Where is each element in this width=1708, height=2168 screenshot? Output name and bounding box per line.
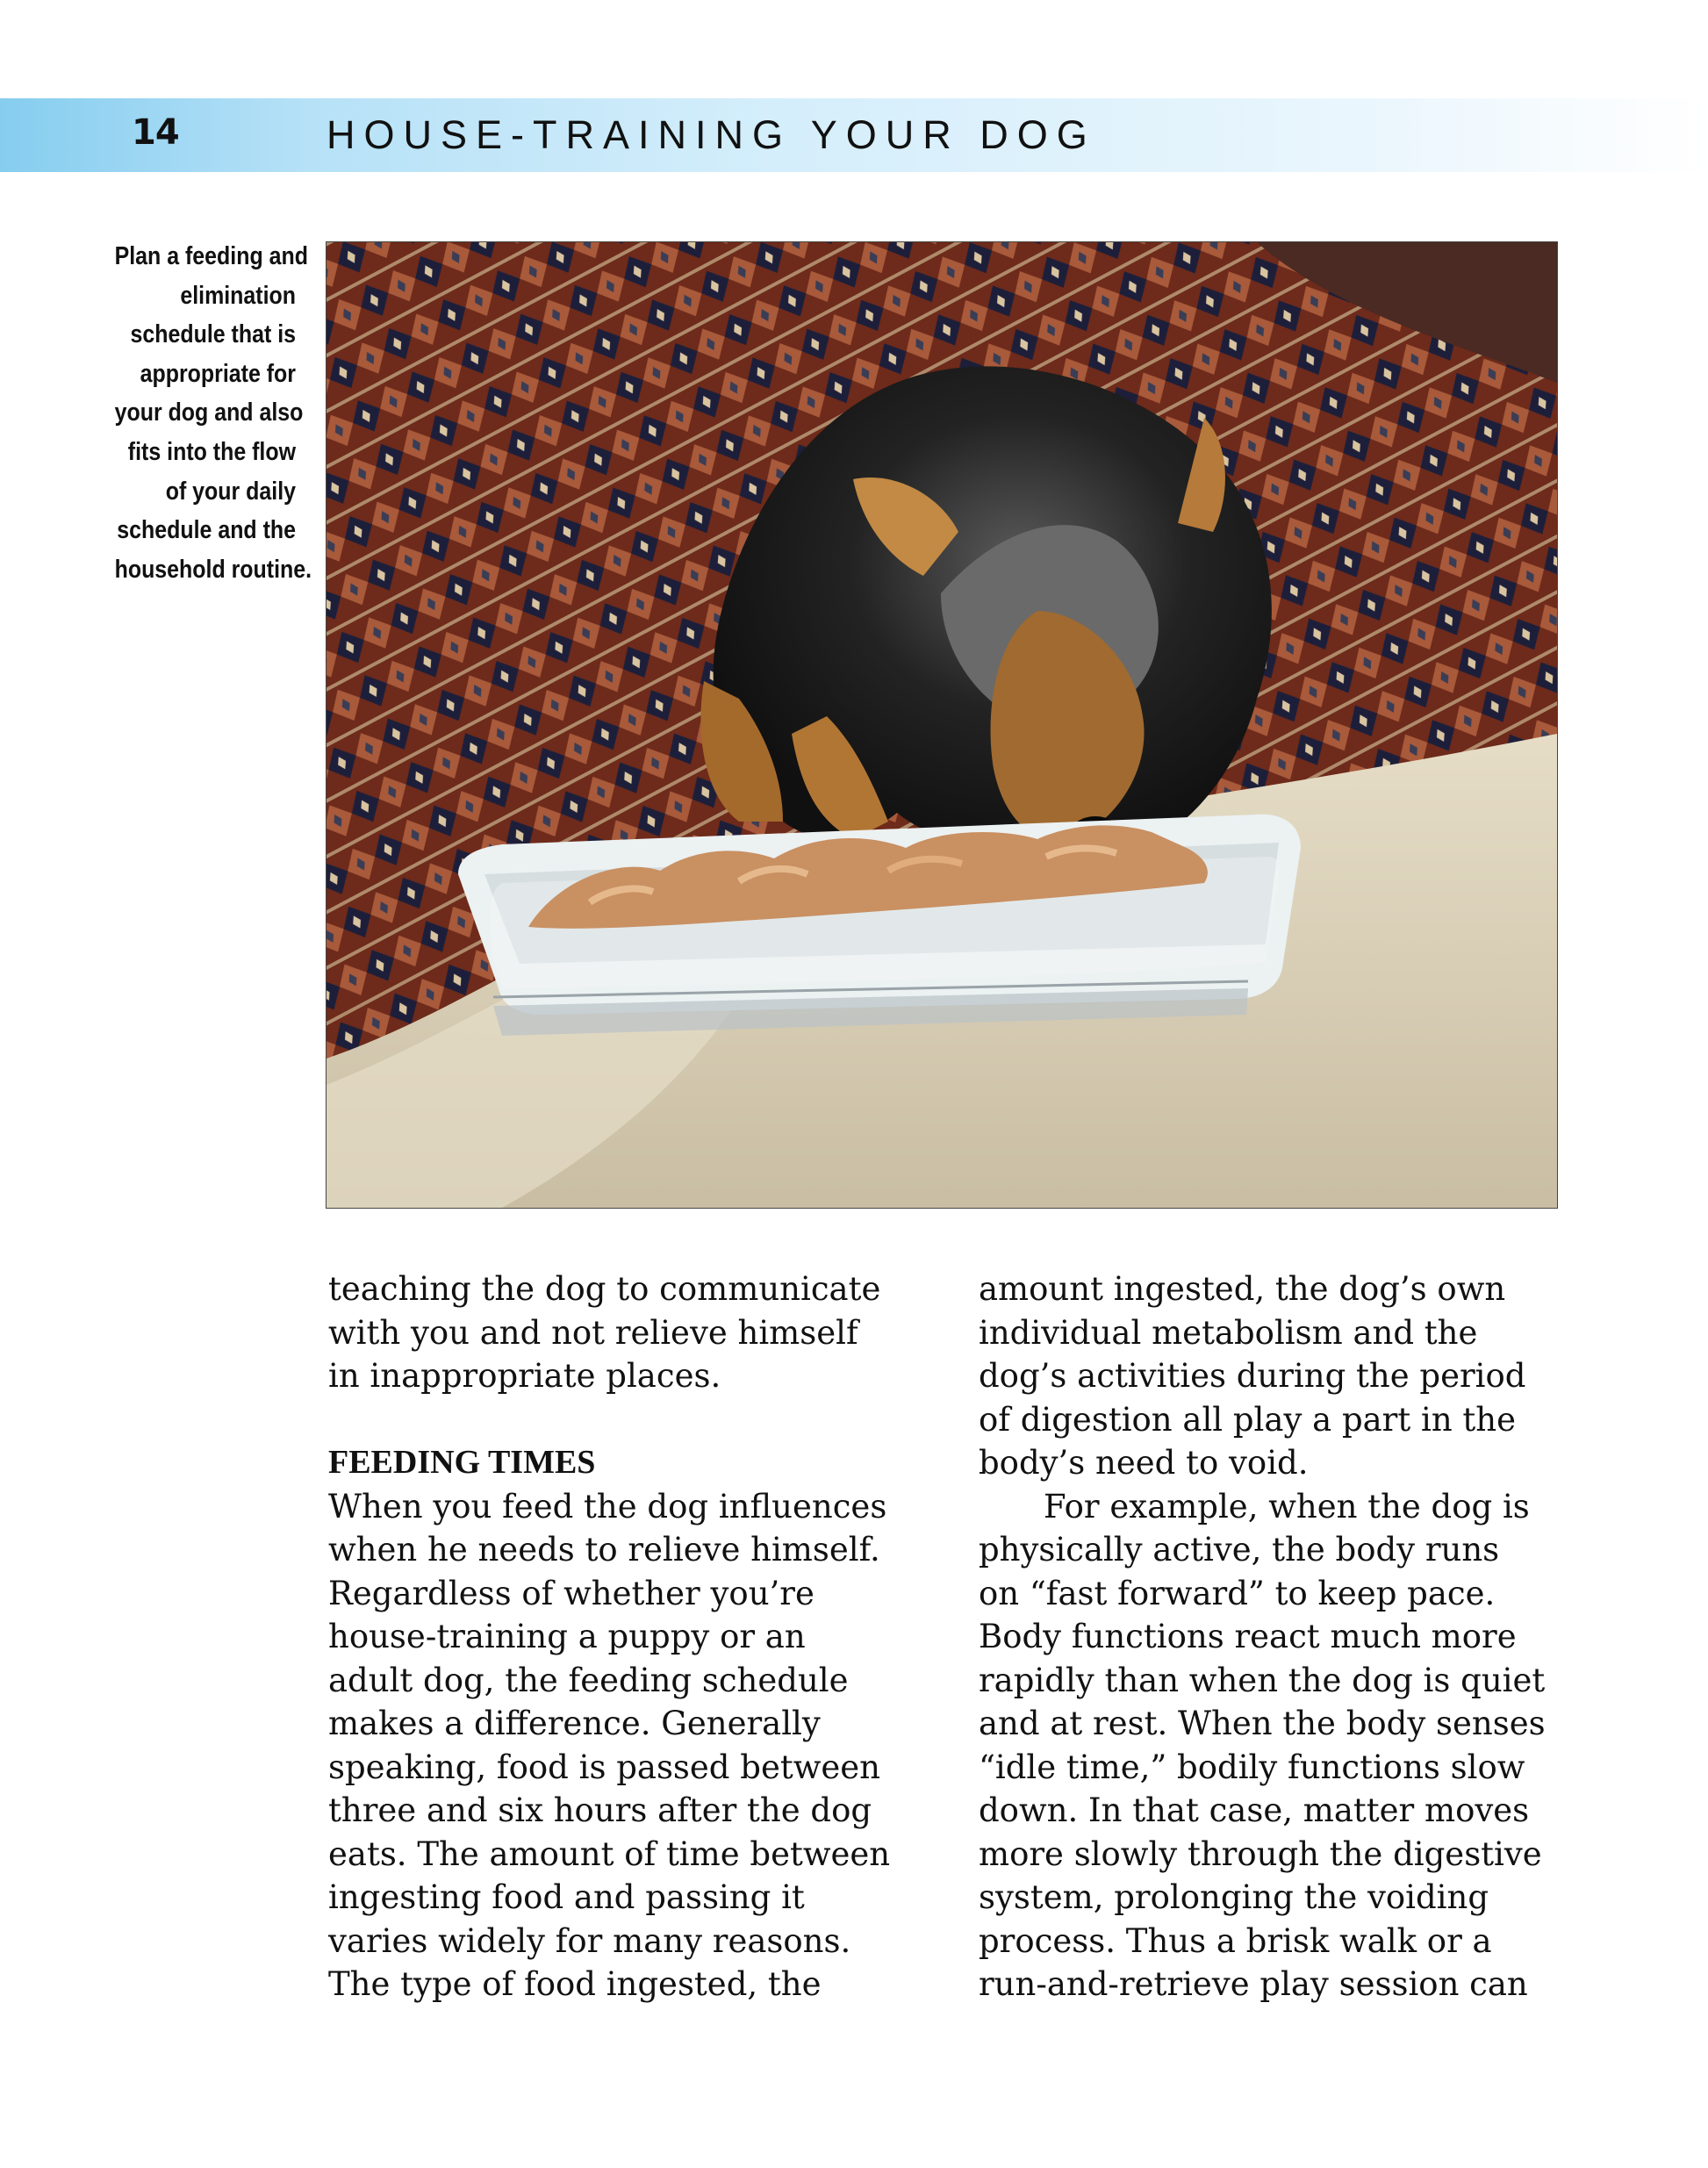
body-line: on “fast forward” to keep pace. (979, 1574, 1496, 1612)
body-line: eats. The amount of time between (328, 1834, 891, 1873)
body-line: process. Thus a brisk walk or a (979, 1921, 1492, 1960)
body-line: dog’s activities during the period (979, 1357, 1526, 1395)
body-line: three and six hours after the dog (328, 1791, 872, 1829)
body-line: physically active, the body runs (979, 1531, 1500, 1569)
body-line: “idle time,” bodily functions slow (979, 1748, 1525, 1786)
caption-line: schedule and the (117, 516, 296, 545)
body-line: makes a difference. Generally (328, 1705, 821, 1742)
section-heading: FEEDING TIMES (328, 1444, 596, 1481)
body-line: For example, when the dog is (1044, 1487, 1530, 1525)
body-line: of digestion all play a part in the (979, 1400, 1517, 1439)
caption-line: your dog and also (114, 398, 304, 427)
body-line: adult dog, the feeding schedule (328, 1661, 849, 1699)
running-head: HOUSE-TRAINING YOUR DOG (327, 112, 1096, 157)
body-line: When you feed the dog influences (328, 1487, 887, 1525)
body-line: with you and not relieve himself (328, 1313, 858, 1352)
body-line: Regardless of whether you’re (328, 1574, 815, 1612)
body-line: run-and-retrieve play session can (979, 1965, 1528, 2003)
body-line: body’s need to void. (979, 1444, 1309, 1482)
body-line: speaking, food is passed between (328, 1748, 880, 1786)
body-line: when he needs to relieve himself. (328, 1531, 880, 1569)
caption-line: schedule that is (130, 320, 296, 349)
body-line: system, prolonging the voiding (979, 1878, 1489, 1916)
body-line: rapidly than when the dog is quiet (979, 1661, 1546, 1699)
body-line: ingesting food and passing it (328, 1878, 805, 1916)
body-line: individual metabolism and the (979, 1313, 1478, 1352)
dog-photo-illustration (327, 242, 1557, 1208)
body-line: down. In that case, matter moves (979, 1791, 1530, 1829)
paragraph-spacer (328, 1398, 960, 1442)
caption-line: appropriate for (140, 359, 296, 388)
body-line: amount ingested, the dog’s own (979, 1270, 1506, 1308)
body-line: Body functions react much more (979, 1618, 1517, 1655)
body-column-right (979, 1267, 1611, 2006)
caption-line: Plan a feeding and (114, 242, 308, 270)
photo-caption (114, 237, 312, 589)
body-line: varies widely for many reasons. (328, 1921, 851, 1960)
body-line: and at rest. When the body senses (979, 1705, 1546, 1742)
body-line: more slowly through the digestive (979, 1834, 1542, 1873)
dog-eating-photo (326, 241, 1558, 1209)
caption-line: of your daily (165, 477, 296, 506)
page-number: 14 (132, 112, 179, 153)
body-line: The type of food ingested, the (328, 1965, 822, 2003)
body-line: in inappropriate places. (328, 1357, 721, 1395)
body-line: house-training a puppy or an (328, 1618, 806, 1655)
caption-line: fits into the flow (127, 437, 296, 466)
body-line: teaching the dog to communicate (328, 1270, 881, 1308)
caption-line: household routine. (114, 555, 312, 584)
caption-line: elimination (180, 281, 296, 310)
body-column-left (328, 1267, 960, 2006)
